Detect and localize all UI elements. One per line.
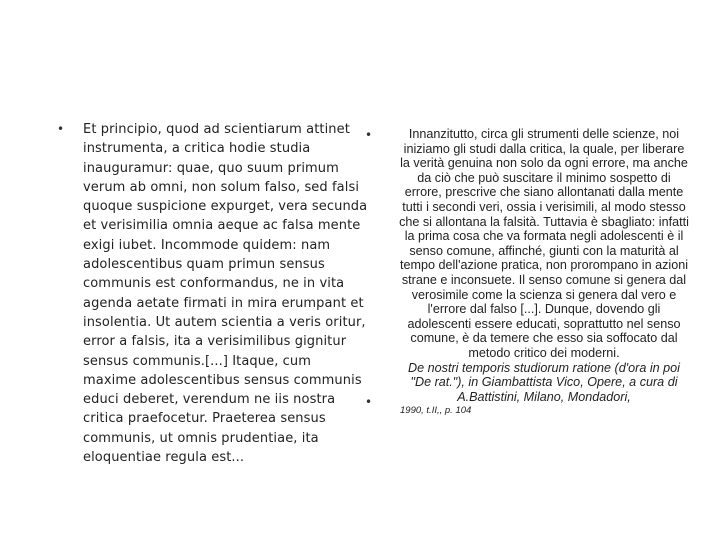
left-bullet: • [57, 122, 65, 136]
italian-translation: Innanzitutto, circa gli strumenti delle scienze, noi iniziamo gli studi dalla critica, la quale, per liberare la verità genuina non solo da ogni errore, ma anche da ciò che può suscitare il minimo sospetto di errore, prescrive che siano allontanati dalla mente tutti i secondi veri, ossia i verisimili, al modo stesso che si allontana la falsità. Tuttavia è sbagliato: infatti la prima cosa che va formata negli adolescenti è il senso comune, affinché, giunti con la maturità al tempo dell'azione pratica, non prorompano in azioni strane e inconsuete. Il senso comune si genera dal verosimile come la scienza si genera dal vero e l'errore dal falso [...]. Dunque, dovendo gli adolescenti essere educati, soprattutto nel senso comune, è da temere che esso sia soffocato dal metodo critico dei moderni. [399, 127, 689, 360]
citation-small-text: 1990, t.II,, p. 104 [400, 405, 472, 417]
right-bullet-translation: • [365, 128, 373, 142]
right-bullet-citation: • [365, 395, 373, 409]
citation-text: De nostri temporis studiorum ratione (d'ora in poi "De rat."), in Giambattista Vico, Opere, a cura di A.Battistini, Milano, Mondadori, [408, 360, 680, 404]
right-column [398, 127, 690, 417]
latin-text: Et principio, quod ad scientiarum attinet instrumenta, a critica hodie studia inauguramur: quae, quo suum primum verum ab omni, non solum falso, sed falsi quoque suspicione expurget, vera secunda et verisimilia omnia aeque ac falsa mente exigi iubet. Incommode quidem: nam adolescentibus quam primun sensus communis est conformandus, ne in vita agenda aetate firmati in mira erumpant et insolentia. Ut autem scientia a veris oritur, error a falsis, ita a verisimilibus gignitur sensus communis.[...] Itaque, cum maxime adolescentibus sensus communis educi deberet, verendum ne iis nostra critica praefocetur. Praeterea sensus communis, ut omnis prudentiae, ita eloquentiae regula est... [83, 122, 368, 466]
